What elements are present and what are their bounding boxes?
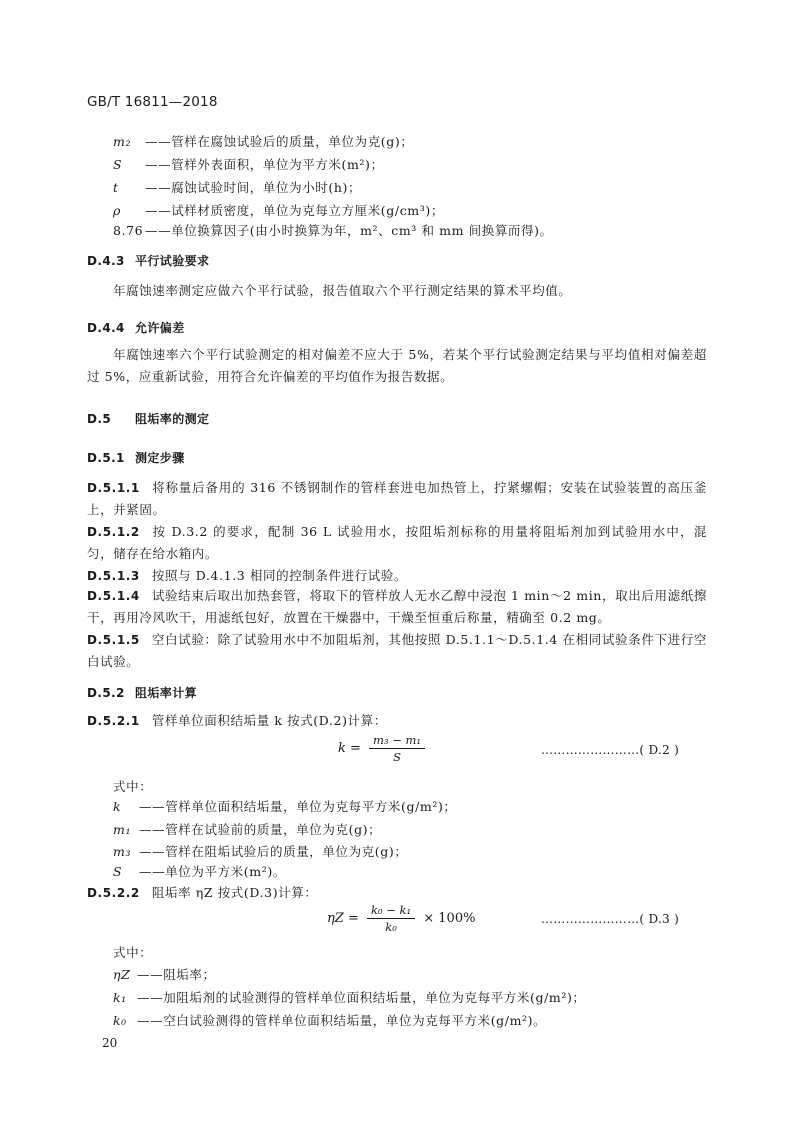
section-heading: D.4.3 平行试验要求	[87, 254, 210, 268]
where-label: 式中：	[113, 945, 153, 960]
equation-denominator: S	[393, 750, 401, 764]
section-heading: D.5 阻垢率的测定	[87, 412, 210, 426]
equation-tail: × 100%	[423, 911, 476, 926]
legend-line: m₂ ——管样在腐蚀试验后的质量，单位为克(g)；	[113, 134, 414, 149]
paragraph: 年腐蚀速率六个平行试验测定的相对偏差不应大于 5%，若某个平行试验测定结果与平均值相对偏差超过 5%，应重新试验，用符合允许偏差的平均值作为报告数据。	[87, 347, 707, 384]
page-number: 20	[102, 1036, 118, 1050]
legend-line: k₁ ——加阻垢剂的试验测得的管样单位面积结垢量，单位为克每平方米(g/m²)；	[113, 990, 586, 1005]
section-heading: D.4.4 允许偏差	[87, 321, 185, 335]
clause: D.5.1.3 按照与 D.4.1.3 相同的控制条件进行试验。	[87, 568, 408, 583]
clause: D.5.1.5 空白试验：除了试验用水中不加阻垢剂，其他按照 D.5.1.1～D.5.1.4 在相同试验条件下进行空白试验。	[87, 632, 707, 669]
equation-lhs: ηZ =	[327, 911, 359, 926]
where-label: 式中：	[113, 779, 153, 794]
legend-line: m₃ ——管样在阻垢试验后的质量，单位为克(g)；	[113, 844, 408, 859]
legend-line: k ——管样单位面积结垢量，单位为克每平方米(g/m²)；	[113, 799, 457, 814]
legend-line: 8.76 ——单位换算因子(由小时换算为年，m²、cm³ 和 mm 间换算而得)。	[113, 223, 553, 238]
equation-denominator: k₀	[385, 920, 397, 934]
equation-numerator: k₀ − k₁	[367, 903, 415, 919]
clause: D.5.1.4 试验结束后取出加热套管，将取下的管样放人无水乙醇中浸泡 1 min～2 min，取出后用滤纸擦干，再用冷风吹干，用滤纸包好，放置在干燥器中，干燥至恒重后称量，精确至 0.2 mg。	[87, 588, 707, 625]
section-heading: D.5.2 阻垢率计算	[87, 686, 198, 700]
legend-line: S ——管样外表面积，单位为平方米(m²)；	[113, 157, 384, 172]
clause: D.5.1.2 按 D.3.2 的要求，配制 36 L 试验用水，按阻垢剂标称的用量将阻垢剂加到试验用水中，混匀，储存在给水箱内。	[87, 524, 707, 561]
legend-line: k₀ ——空白试验测得的管样单位面积结垢量，单位为克每平方米(g/m²)。	[113, 1013, 547, 1028]
equation-d2	[338, 733, 429, 764]
clause: D.5.1.1 将称量后备用的 316 不锈钢制作的管样套进电加热管上，拧紧螺帽；安装在试验装置的高压釜上，并紧固。	[87, 480, 707, 517]
equation-lhs: k =	[338, 741, 361, 756]
standard-number: GB/T 16811—2018	[87, 94, 218, 110]
legend-line: ρ ——试样材质密度，单位为克每立方厘米(g/cm³)；	[113, 203, 444, 218]
paragraph: 年腐蚀速率测定应做六个平行试验，报告值取六个平行测定结果的算术平均值。	[113, 283, 572, 298]
equation-number-d3: ……………………( D.3 )	[541, 912, 680, 926]
equation-number-d2: ……………………( D.2 )	[541, 743, 680, 757]
equation-numerator: m₃ − m₁	[369, 733, 425, 749]
legend-line: m₁ ——管样在试验前的质量，单位为克(g)；	[113, 822, 382, 837]
equation-fraction	[367, 903, 415, 934]
legend-line: ηZ ——阻垢率；	[113, 967, 216, 982]
equation-d3	[327, 903, 475, 934]
legend-line: S ——单位为平方米(m²)。	[113, 864, 286, 879]
section-heading: D.5.1 测定步骤	[87, 451, 185, 465]
equation-fraction	[369, 733, 425, 764]
clause: D.5.2.1 管样单位面积结垢量 k 按式(D.2)计算：	[87, 713, 387, 728]
legend-line: t ——腐蚀试验时间，单位为小时(h)；	[113, 180, 362, 195]
clause: D.5.2.2 阻垢率 ηZ 按式(D.3)计算：	[87, 885, 318, 900]
